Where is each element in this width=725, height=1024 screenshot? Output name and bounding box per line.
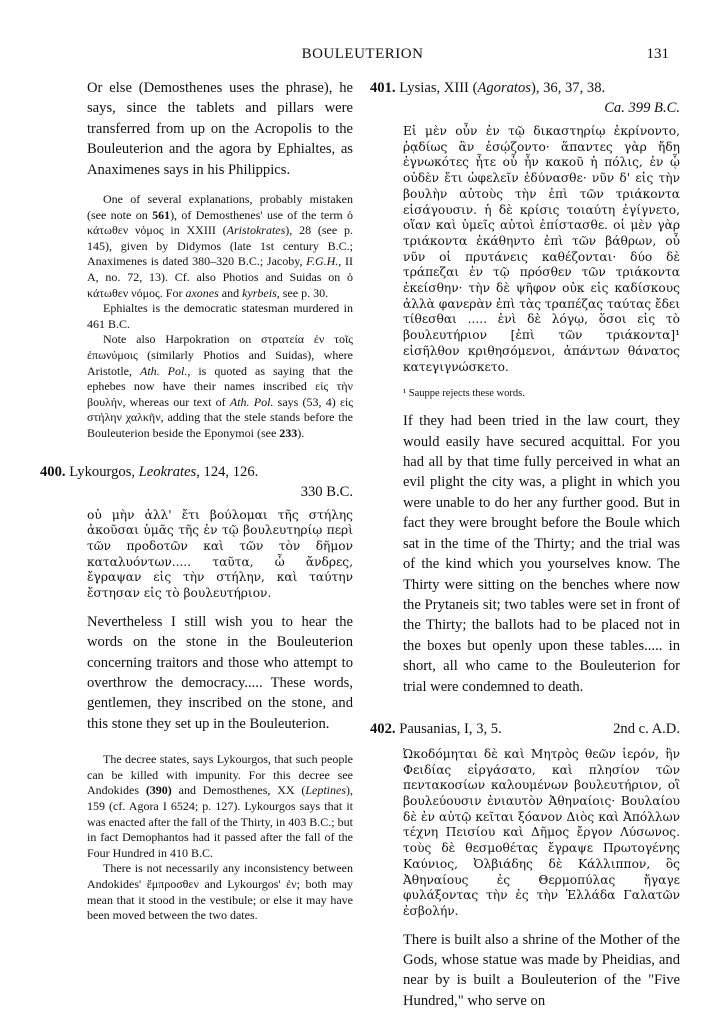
entry-author: Pausanias, I, 3, 5.: [399, 720, 502, 737]
entry-heading: [370, 78, 680, 98]
page-header: [0, 46, 725, 70]
entry-heading: [40, 462, 353, 482]
commentary-block-2: [87, 752, 353, 924]
work-title: Ath. Pol.: [140, 363, 188, 378]
footnote: ¹ Sauppe rejects these words.: [403, 388, 525, 400]
note-text: One of several explanations, probably mistaken (see note on: [87, 192, 353, 222]
note-text: , II A, no. 72, 13). Cf. also Photios and Suidas on ὁ κάτωθεν νόμος. For: [87, 254, 354, 300]
term: axones: [185, 285, 219, 300]
work-title: Agoratos: [477, 80, 531, 96]
commentary-note: [87, 752, 353, 861]
entry-400: [40, 462, 353, 924]
note-text: and Demosthenes, XX (: [171, 783, 306, 798]
greek-text: Ὠκοδόμηται δὲ καὶ Μητρὸς θεῶν ἱερόν, ἣν Φειδίας εἰργάσατο, καὶ πλησίον τῶν πεντακοσίων καλουμένων βουλευτήριον, οἳ βουλεύουσιν ἐνιαυτὸν Ἀθηναίοις· Βουλαίου δὲ ἐν αὐτῷ κεῖται ξόανον Διὸς καὶ Ἀπόλλων τέχνη Πεισίου καὶ Δῆμος ἔργον Λύσωνος. τοὺς δὲ θεσμοθέτας ἔγραψε Πρωτογένης Καύνιος, Ὀλβιάδης δὲ Κάλλιππον, ὃς Ἀθηναίους ἐς Θερμοπύλας ἤγαγε φυλάξοντας τὴν ἐς τὴν Ἑλλάδα Γαλατῶν ἐσβολήν.: [403, 746, 680, 918]
commentary-note: There is not necessarily any inconsistency between Andokides' ἔμπροσθεν and Lykourgos' ἐν; both may mean that it stood in the vestibule; or else it may have been moved between the two dates.: [87, 861, 353, 923]
right-column: [370, 78, 680, 1011]
work-title: Ath. Pol.: [229, 394, 274, 409]
cross-reference: 233: [279, 425, 298, 440]
note-text: ).: [297, 425, 305, 440]
note-text: Note also Harpokration on στρατεία ἐν τοῖς ἐπωνύμοις (similarly Photios and Suidas), where Aristotle,: [87, 332, 353, 378]
entry-author: Lykourgos,: [69, 463, 139, 480]
intro-translation: Or else (Demosthenes uses the phrase), he says, since the tablets and pillars were transferred from up on the Acropolis to the Bouleuterion and the agora by Ephialtes, as Anaximenes says in his Philippics.: [87, 80, 353, 178]
note-text: , is quoted as saying that the ephebes now have their names inscribed εἰς τὴν βουλήν, whereas our text of: [87, 363, 353, 409]
left-column: [40, 78, 353, 924]
entry-number: 400.: [40, 463, 66, 480]
note-text: and: [218, 285, 243, 300]
term: kyrbeis: [242, 285, 277, 300]
entry-date: 2nd c. A.D.: [613, 720, 680, 737]
greek-text: Εἰ μὲν οὖν ἐν τῷ δικαστηρίῳ ἐκρίνοντο, ῥᾳδίως ἂν ἐσῴζοντο· ἅπαντες γὰρ ἤδη ἐγνωκότες ἦτε οὗ ἦν κακοῦ ἡ πόλις, ἐν ᾧ οὐδὲν ἔτι ὠφελεῖν ἐδύνασθε· νῦν δ' εἰς τὴν βουλὴν αὐτοὺς τὴν ἐπὶ τῶν τριάκοντα εἰσάγουσιν. ἡ δὲ κρίσις τοιαύτη ἐγίγνετο, οἵαν καὶ ὑμεῖς αὐτοὶ ἐπίστασθε. οἱ μὲν γὰρ τριάκοντα ἐκάθηντο ἐπὶ τῶν βάθρων, οὗ νῦν οἱ πρυτάνεις καθέζονται· δύο δὲ τράπεζαι ἐν τῷ πρόσθεν τῶν τριάκοντα ἐκείσθην· τὴν δὲ ψῆφον οὐκ εἰς καδίσκους ἀλλὰ φανερὰν ἐπὶ τὰς τραπέζας ταύτας ἔδει τίθεσθαι ..... ἑνὶ δὲ λόγῳ, ὅσοι εἰς τὸ βουλευτήριον [ἐπὶ τῶν τριάκοντα]¹ εἰσῆλθον κριθησόμενοι, ἁπάντων θάνατος κατεγιγνώσκετο.: [403, 124, 680, 374]
entry-date: 330 B.C.: [300, 483, 353, 500]
greek-text: οὐ μὴν ἀλλ' ἔτι βούλομαι τῆς στήλης ἀκοῦσαι ὑμᾶς τῆς ἐν τῷ βουλευτηρίῳ περὶ τῶν προδοτῶν καὶ τῶν τὸν δῆμον καταλυόντων..... ταῦτα, ὦ ἄνδρες, ἔγραψαν εἰς τὴν στήλην, καὶ ταύτην ἔστησαν εἰς τὸ βουλευτήριον.: [87, 507, 353, 601]
cross-reference: 561: [152, 207, 171, 222]
page-number: 131: [646, 46, 669, 62]
work-title: F.G.H.: [306, 254, 339, 269]
entry-locus: , 124, 126.: [196, 463, 259, 480]
cross-reference: (390): [145, 783, 172, 798]
work-title: Aristokrates: [226, 223, 286, 238]
work-title: Leptines: [305, 783, 347, 798]
entry-body: [40, 508, 353, 924]
entry-author: Lysias, XIII (: [399, 80, 478, 96]
translation-text: Nevertheless I still wish you to hear the words on the stone in the Bouleuterion concerning traitors and those who attempt to overthrow the democracy..... These words, gentlemen, they inscribed on the stone, and this stone they set up in the Bouleuterion.: [87, 613, 353, 732]
entry-body: [370, 747, 680, 1011]
entry-401: [370, 78, 680, 697]
commentary-note: [87, 192, 353, 301]
note-text: ), 159 (cf. Agora I 6524; p. 127). Lykourgos says that it was enacted after the fall of the Thirty, in 403 B.C.; but in fact Demophantos had it passed after the fall of the Four Hundred in 410 B.C.: [87, 783, 354, 860]
note-text: says (53, 4) εἰς στήλην χαλκῆν, adding that the stele stands before the Bouleuterion beside the Eponymoi (see: [87, 394, 354, 440]
date-text: Ca. 399 B.C.: [604, 100, 680, 116]
entry-translation: [370, 411, 680, 697]
entry-heading: [370, 719, 680, 739]
entry-number: 402.: [370, 720, 396, 737]
entry-402: [370, 719, 680, 1011]
note-text: ), of Demosthenes' use of the term ὁ κάτωθεν νόμος in XXIII (: [87, 207, 354, 238]
translation-text: If they had been tried in the law court, they would easily have secured acquittal. For you had all by that time fully perceived in what an evil plight the city was, a plight in which you were unable to do her any further good. But in fact they were brought before the Boule which sat in the time of the Thirty; and the trial was of the kind which you yourselves know. The Thirty were sitting on the benches where now the Prytaneis sit; two tables were set in front of the Thirty; the ballots had to be placed not in the boxes but openly upon these tables..... in short, all who came to the Bouleuterion for trial were condemned to death.: [403, 413, 680, 695]
note-text: , see p. 30.: [276, 285, 329, 300]
running-title: BOULEUTERION: [301, 46, 424, 62]
entry-number: 401.: [370, 80, 396, 96]
work-title: Leokrates: [138, 463, 197, 480]
note-text: The decree states, says Lykourgos, that such people can be killed with impunity. For this decree see Andokides: [87, 752, 353, 798]
commentary-block-1: [40, 192, 353, 442]
note-text: ), 28 (see p. 145), given by Didymos (late 1st century B.C.; Anaximenes is dated 380–320 B.C.; Jacoby,: [87, 223, 353, 269]
commentary-note: Ephialtes is the democratic statesman murdered in 461 B.C.: [87, 301, 353, 331]
entry-date: [370, 98, 680, 118]
entry-body: [370, 124, 680, 375]
translation-text: There is built also a shrine of the Mother of the Gods, whose statue was made by Pheidias, and near by is built a Bouleuterion of the "Five Hundred," who serve on: [403, 931, 680, 1009]
entry-locus: ), 36, 37, 38.: [530, 80, 606, 96]
commentary-note: [87, 332, 353, 441]
